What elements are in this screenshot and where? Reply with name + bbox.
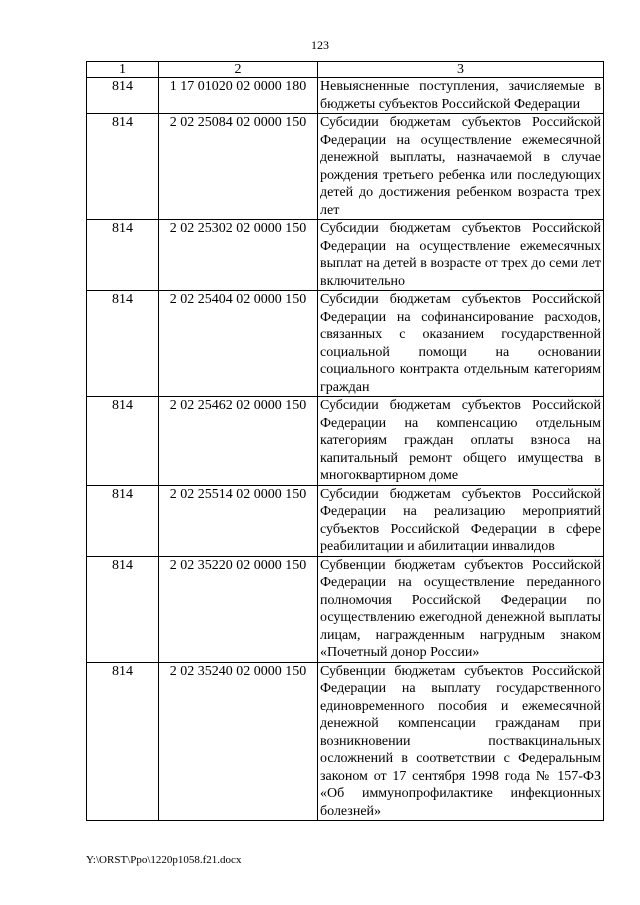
table-row (87, 114, 604, 220)
income-name-cell: Субсидии бюджетам субъектов Российской Федерации на реализацию мероприятий субъектов Российской Федерации в сфере реабилитации и абилитации инвалидов (318, 485, 604, 556)
column-header-1: 1 (87, 62, 159, 78)
admin-code-cell: 814 (87, 291, 159, 397)
table-row (87, 78, 604, 114)
column-header-2: 2 (159, 62, 318, 78)
page-number: 123 (311, 38, 329, 52)
income-code-cell: 1 17 01020 02 0000 180 (159, 78, 318, 114)
admin-code-cell: 814 (87, 114, 159, 220)
table-row (87, 662, 604, 821)
admin-code-cell: 814 (87, 662, 159, 821)
income-name-cell: Субсидии бюджетам субъектов Российской Федерации на компенсацию отдельным категориям граждан оплаты взноса на капитальный ремонт общего имущества в многоквартирном доме (318, 397, 604, 486)
income-name-cell: Субсидии бюджетам субъектов Российской Федерации на осуществление ежемесячной денежной выплаты, назначаемой в случае рождения третьего ребенка или последующих детей до достижения ребенком возраста трех лет (318, 114, 604, 220)
income-code-cell: 2 02 25084 02 0000 150 (159, 114, 318, 220)
table-row (87, 220, 604, 291)
income-code-cell: 2 02 35240 02 0000 150 (159, 662, 318, 821)
budget-income-table (86, 61, 604, 821)
income-code-cell: 2 02 25302 02 0000 150 (159, 220, 318, 291)
income-name-cell: Субсидии бюджетам субъектов Российской Федерации на софинансирование расходов, связанных с оказанием государственной социальной помощи на основании социального контракта отдельным категориям граждан (318, 291, 604, 397)
income-code-cell: 2 02 25404 02 0000 150 (159, 291, 318, 397)
income-name-cell: Субсидии бюджетам субъектов Российской Федерации на осуществление ежемесячных выплат на детей в возрасте от трех до семи лет включительно (318, 220, 604, 291)
income-code-cell: 2 02 25462 02 0000 150 (159, 397, 318, 486)
column-header-3: 3 (318, 62, 604, 78)
admin-code-cell: 814 (87, 556, 159, 662)
admin-code-cell: 814 (87, 220, 159, 291)
income-name-cell: Субвенции бюджетам субъектов Российской Федерации на выплату государственного единовременного пособия и ежемесячной денежной компенсации гражданам при возникновении поствакцинальных осложнений в соответствии с Федеральным законом от 17 сентября 1998 года № 157-ФЗ «Об иммунопрофилактике инфекционных болезней» (318, 662, 604, 821)
admin-code-cell: 814 (87, 78, 159, 114)
income-name-cell: Субвенции бюджетам субъектов Российской Федерации на осуществление переданного полномочия Российской Федерации по осуществлению ежегодной денежной выплаты лицам, награжденным нагрудным знаком «Почетный донор России» (318, 556, 604, 662)
income-code-cell: 2 02 35220 02 0000 150 (159, 556, 318, 662)
table-row (87, 397, 604, 486)
table-header-row (87, 62, 604, 78)
admin-code-cell: 814 (87, 397, 159, 486)
table-row (87, 291, 604, 397)
income-code-cell: 2 02 25514 02 0000 150 (159, 485, 318, 556)
footer-file-path: Y:\ORST\Ppo\1220p1058.f21.docx (86, 854, 242, 866)
income-name-cell: Невыясненные поступления, зачисляемые в бюджеты субъектов Российской Федерации (318, 78, 604, 114)
admin-code-cell: 814 (87, 485, 159, 556)
table-row (87, 556, 604, 662)
table-row (87, 485, 604, 556)
